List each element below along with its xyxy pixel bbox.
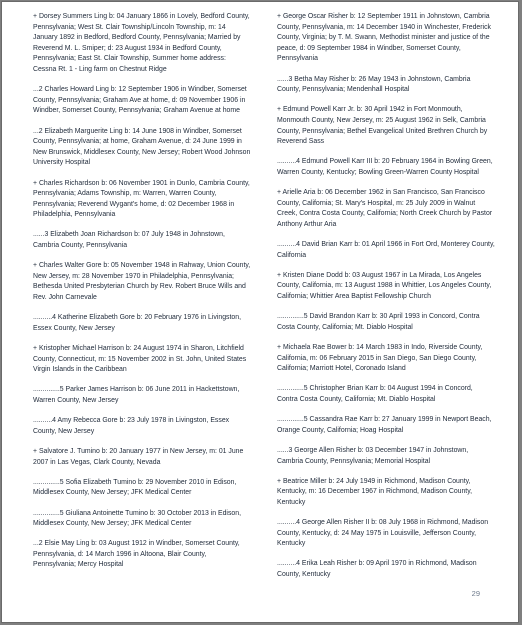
genealogy-entry: ...2 Charles Howard Ling b: 12 September 1906 in Windber, Somerset County, Pennsylvania; Graham Ave at home, d: 09 November 1906 in Windber, Somerset County, Pennsylvania; Graham Avenue at home <box>33 86 247 115</box>
genealogy-entry: ......3 Elizabeth Joan Richardson b: 07 July 1948 in Johnstown, Cambria County, Pennsylvania <box>33 231 225 250</box>
document-page <box>1 1 519 623</box>
genealogy-entry: ..........4 Edmund Powell Karr III b: 20 February 1964 in Bowling Green, Warren County, Kentucky; Bowling Green-Warren County Hospital <box>277 158 493 176</box>
left-column <box>33 12 251 581</box>
genealogy-entry: + Beatrice Miller b: 24 July 1949 in Richmond, Madison County, Kentucky, m: 16 December 1967 in Richmond, Madison County, Kentucky <box>277 477 473 506</box>
genealogy-entry: + Michaela Rae Bower b: 14 March 1983 in Indo, Riverside County, California, m: 06 February 2015 in San Diego, San Diego County, California; Marriott Hotel, Coronado Island <box>277 344 483 373</box>
genealogy-entry: ..............5 Christopher Brian Karr b: 04 August 1994 in Concord, Contra Costa County, California; Mt. Diablo Hospital <box>277 385 473 403</box>
genealogy-entry: ..........4 George Allen Risher II b: 08 July 1968 in Richmond, Madison County, Kentucky, d: 24 May 1975 in Louisville, Jefferson County, Kentucky <box>277 519 489 548</box>
genealogy-entry: ..............5 Cassandra Rae Karr b: 27 January 1999 in Newport Beach, Orange County, California; Hoag Hospital <box>277 416 492 434</box>
genealogy-entry: ...2 Elizabeth Marguerite Ling b: 14 June 1908 in Windber, Somerset County, Pennsylvania; at home, Graham Avenue, d: 24 June 1999 in New Brunswick, Middlesex County, New Jersey; Robert Wood Johnson University Hospital <box>33 127 251 167</box>
page-number: 29 <box>471 589 480 598</box>
genealogy-entry: + Salvatore J. Tumino b: 20 January 1977 in New Jersey, m: 01 June 2007 in Las Vegas, Clark County, Nevada <box>33 447 244 466</box>
genealogy-entry: ......3 George Allen Risher b: 03 December 1947 in Johnstown, Cambria County, Pennsylvania; Memorial Hospital <box>277 446 469 465</box>
genealogy-entry: + Charles Walter Gore b: 05 November 1948 in Rahway, Union County, New Jersey, m: 28 November 1970 in Philadelphia, Pennsylvania; Bethesda United Presbyterian Church by Rev. Robert Bruce Wills and Rev. John Carnevale <box>33 262 251 302</box>
genealogy-entry: ..............5 Giuliana Antoinette Tumino b: 30 October 2013 in Edison, Middlesex County, New Jersey; JFK Medical Center <box>33 509 241 528</box>
genealogy-entry: ..........4 David Brian Karr b: 01 April 1966 in Fort Ord, Monterey County, California <box>277 241 495 259</box>
genealogy-entry: + Kristopher Michael Harrison b: 24 August 1974 in Sharon, Litchfield County, Connecticut, m: 15 November 2002 in St. John, United States Virgin Islands in the Caribbean <box>33 345 247 374</box>
right-column <box>277 12 495 590</box>
genealogy-entry: ..............5 David Brandon Karr b: 30 April 1993 in Concord, Contra Costa County, California; Mt. Diablo Hospital <box>277 313 480 331</box>
genealogy-entry: + Charles Richardson b: 06 November 1901 in Dunlo, Cambria County, Pennsylvania; Adams Township, m: Warren, Warren County, Pennsylvania; Reverend Wygant's home, d: 02 December 1968 in Philadelphia, Pennsylvania <box>33 179 250 219</box>
genealogy-entry: ..........4 Katherine Elizabeth Gore b: 20 February 1976 in Livingston, Essex County, New Jersey <box>33 314 241 332</box>
genealogy-entry: ..............5 Sofia Elizabeth Tumino b: 29 November 2010 in Edison, Middlesex County, New Jersey; JFK Medical Center <box>33 478 237 497</box>
genealogy-entry: + Kristen Diane Dodd b: 03 August 1967 in La Mirada, Los Angeles County, California, m: 13 August 1988 in Whittier, Los Angeles County, California; Whittier Area Baptist Fellowship Church <box>277 271 492 301</box>
genealogy-entry: ..............5 Parker James Harrison b: 06 June 2011 in Hackettstown, Warren County, New Jersey <box>33 386 240 404</box>
genealogy-entry: + Edmund Powell Karr Jr. b: 30 April 1942 in Fort Monmouth, Monmouth County, New Jersey, m: 25 August 1962 in Selk, Cambria County, Pennsylvania; Bethel Evangelical United Brethren Church by Reverend Sass <box>277 106 488 146</box>
genealogy-entry: ..........4 Amy Rebecca Gore b: 23 July 1978 in Livingston, Essex County, New Jersey <box>33 417 230 435</box>
genealogy-entry: ......3 Betha May Risher b: 26 May 1943 in Johnstown, Cambria County, Pennsylvania; Mendenhall Hospital <box>277 75 471 94</box>
genealogy-entry: + George Oscar Risher b: 12 September 1911 in Johnstown, Cambria County, Pennsylvania, m: 14 December 1940 in Winchester, Frederick County, Virginia; by T. M. Swann, Methodist minister and justice of the peace, d: 09 September 1984 in Windber, Somerset County, Pennsylvania <box>277 13 491 63</box>
genealogy-entry: + Arielle Aria b: 06 December 1962 in San Francisco, San Francisco County, California; St. Mary's Hospital, m: 25 July 2009 in Walnut Creek, Contra Costa County, California; North Creek Church by Pastor Anthony Arthur Aria <box>277 189 493 228</box>
genealogy-entry: + Dorsey Summers Ling b: 04 January 1866 in Lovely, Bedford County, Pennsylvania; West St. Clair Township/Lincoln Township, m: 14 January 1892 in Bedford, Bedford County, Pennsylvania; Married by Reverend M. L. Smiper; d: 23 August 1934 in Bedford County, Pennsylvania; East St. Clair Township, Summer home address: Cessna Rt. 1 - Ling farm on Chestnut Ridge <box>33 13 250 73</box>
genealogy-entry: ..........4 Erika Leah Risher b: 09 April 1970 in Richmond, Madison County, Kentucky <box>277 560 477 579</box>
genealogy-entry: ...2 Elsie May Ling b: 03 August 1912 in Windber, Somerset County, Pennsylvania, d: 14 March 1996 in Altoona, Blair County, Pennsylvania; Mercy Hospital <box>33 540 240 569</box>
